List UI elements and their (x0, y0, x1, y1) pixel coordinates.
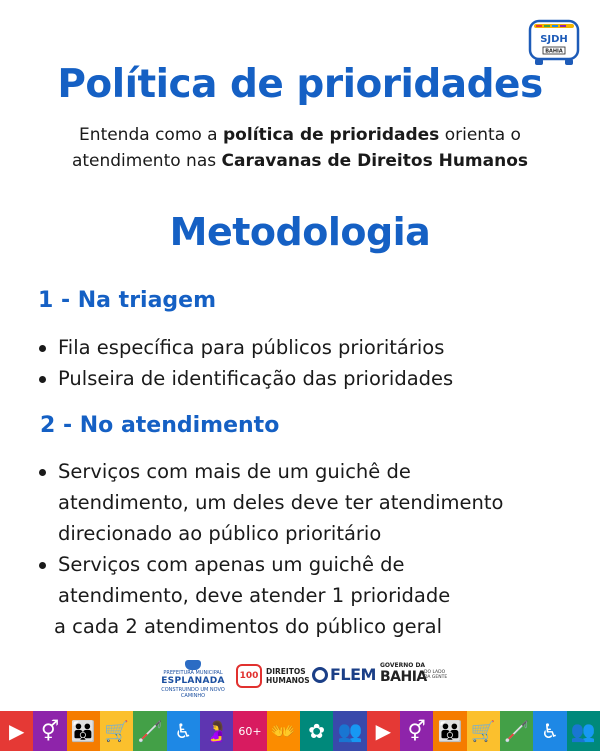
sign-language-icon: 👐 (267, 711, 300, 751)
esplanada-crest-icon (185, 660, 201, 670)
methodology-title: Metodologia (169, 210, 431, 254)
atendimento-list (36, 456, 576, 611)
pride-flag-icon: ▶ (367, 711, 400, 751)
list-item-line: atendimento, deve atender 1 prioridade (58, 584, 451, 607)
pregnant-icon: 🤰 (200, 711, 233, 751)
bahia-name: BAHIA (380, 669, 427, 685)
dh100-badge-text: 100 (239, 671, 259, 681)
governo-bahia-logo (380, 660, 450, 694)
sjdh-logo (527, 18, 581, 68)
blind-person-icon: 🦯 (133, 711, 166, 751)
flem-logo (312, 660, 374, 694)
pride-flag-icon: ▶ (0, 711, 33, 751)
wheelchair-icon: ♿ (533, 711, 566, 751)
diversity-icon-strip (0, 711, 600, 751)
dh100-badge (236, 664, 262, 688)
list-item-tail: a cada 2 atendimentos do público geral (54, 615, 443, 638)
family-icon: 👪 (433, 711, 466, 751)
autism-icon: ✿ (300, 711, 333, 751)
dh100-line-2: HUMANOS (266, 676, 310, 685)
gender-symbol-icon: ⚥ (400, 711, 433, 751)
intro-bold-2: Caravanas de Direitos Humanos (221, 151, 529, 171)
list-item (36, 456, 576, 549)
intro-text (60, 122, 540, 174)
intro-part-1: Entenda como a (79, 125, 224, 145)
section-title-atendimento: 2 - No atendimento (40, 413, 280, 438)
esplanada-logo (160, 660, 226, 699)
people-icon: 👥 (567, 711, 600, 751)
section-title-triagem: 1 - Na triagem (38, 288, 217, 313)
list-item (36, 549, 576, 611)
list-item: Fila específica para públicos prioritários (36, 332, 453, 363)
list-item-line: direcionado ao público prioritário (58, 522, 382, 545)
partner-logos (160, 660, 450, 699)
bahia-slogan: DO LADO DA GENTE (424, 670, 448, 680)
blind-person-icon: 🦯 (500, 711, 533, 751)
triagem-list (36, 332, 453, 394)
intro-bold-1: política de prioridades (223, 125, 440, 145)
list-item-line: Serviços com apenas um guichê de (58, 553, 405, 576)
list-item-line: atendimento, um deles deve ter atendimento (58, 491, 504, 514)
list-item: Pulseira de identificação das prioridades (36, 363, 453, 394)
family-icon: 👪 (67, 711, 100, 751)
bahia-gov-label: GOVERNO DA (380, 662, 426, 669)
shopping-cart-icon: 🛒 (100, 711, 133, 751)
wheelchair-icon: ♿ (167, 711, 200, 751)
people-icon: 👥 (333, 711, 366, 751)
esplanada-name: ESPLANADA (161, 676, 225, 686)
direitos-humanos-100-logo (236, 660, 310, 694)
list-item-line: Serviços com mais de um guichê de (58, 460, 411, 483)
page-title: Política de prioridades (57, 62, 543, 107)
sjdh-logo-subtext: BAHIA (545, 48, 563, 55)
dh100-text (266, 667, 310, 685)
flem-name: FLEM (330, 665, 376, 684)
sjdh-logo-text: SJDH (540, 34, 568, 45)
dh100-line-1: DIREITOS (266, 667, 306, 676)
gender-symbol-icon: ⚥ (33, 711, 66, 751)
esplanada-subtitle: PREFEITURA MUNICIPAL (163, 670, 223, 676)
esplanada-tagline: CONSTRUINDO UM NOVO CAMINHO (161, 687, 225, 699)
intro-part-2: orienta o atendimento nas (71, 125, 521, 171)
elderly-60-icon: 60+ (233, 711, 266, 751)
flem-symbol-icon (312, 667, 328, 683)
shopping-cart-icon: 🛒 (467, 711, 500, 751)
